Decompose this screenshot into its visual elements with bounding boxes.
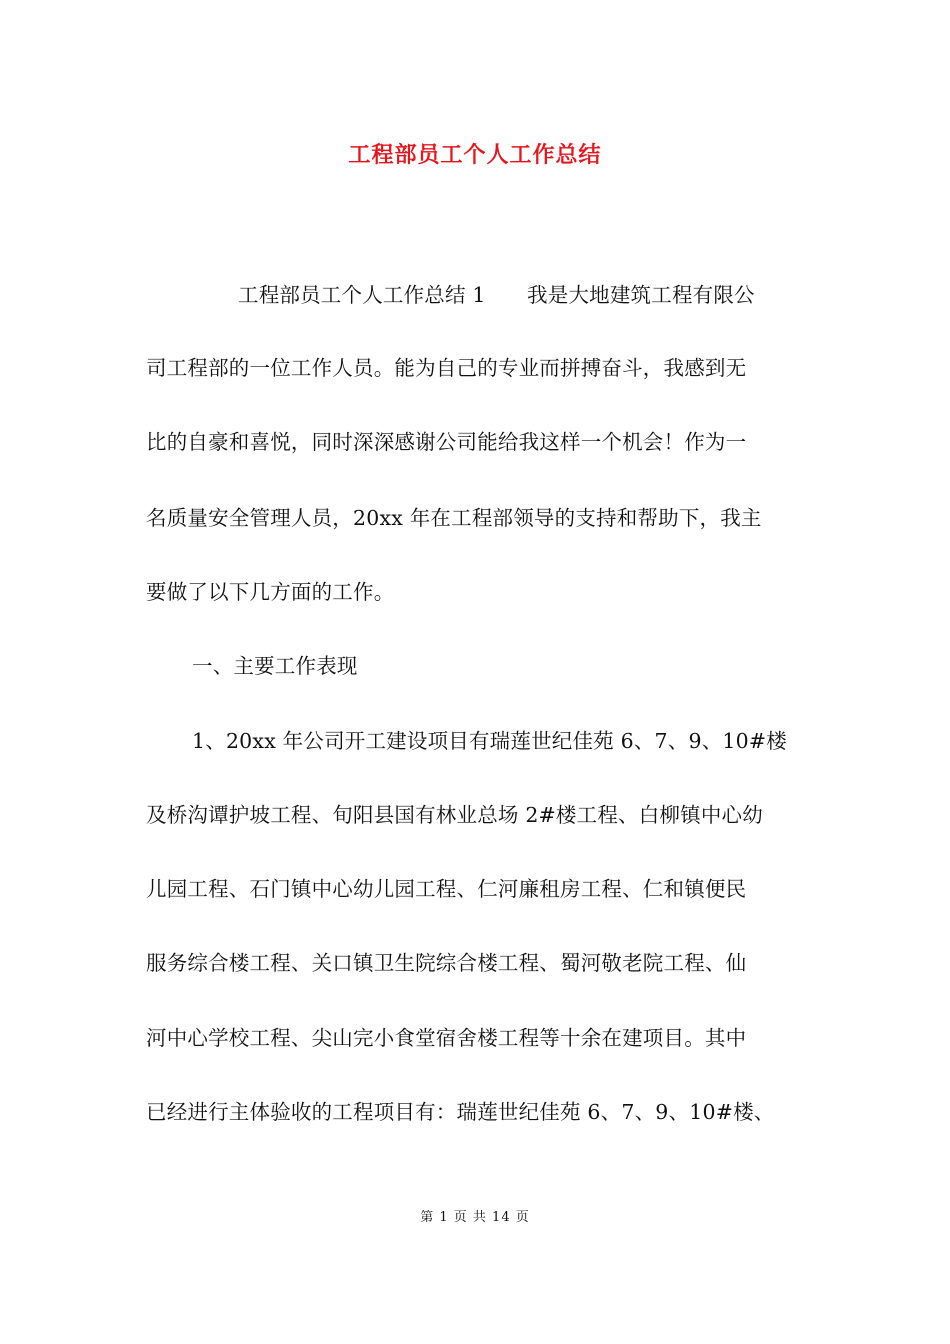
body-line-11: 河中心学校工程、尖山完小食堂宿舍楼工程等十余在建项目。其中 — [146, 1026, 747, 1050]
section-heading: 一、主要工作表现 — [192, 654, 358, 678]
body-line-5: 要做了以下几方面的工作。 — [146, 580, 395, 604]
body-line-7: 1、20xx 年公司开工建设项目有瑞莲世纪佳苑 6、7、9、10#楼 — [192, 729, 787, 753]
body-line-3: 比的自豪和喜悦，同时深深感谢公司能给我这样一个机会！作为一 — [146, 430, 747, 454]
body-line-10: 服务综合楼工程、关口镇卫生院综合楼工程、蜀河敬老院工程、仙 — [146, 951, 747, 975]
body-line-2: 司工程部的一位工作人员。能为自己的专业而拼搏奋斗，我感到无 — [146, 356, 747, 380]
document-title: 工程部员工个人工作总结 — [348, 142, 602, 168]
body-line-9: 儿园工程、石门镇中心幼儿园工程、仁河廉租房工程、仁和镇便民 — [146, 877, 747, 901]
body-line-12: 已经进行主体验收的工程项目有：瑞莲世纪佳苑 6、7、9、10#楼、 — [146, 1100, 775, 1124]
body-line-8: 及桥沟谭护坡工程、旬阳县国有林业总场 2#楼工程、白柳镇中心幼 — [146, 803, 763, 827]
body-line-1: 工程部员工个人工作总结 1 我是大地建筑工程有限公 — [238, 283, 755, 307]
page-footer: 第 1 页 共 14 页 — [420, 1210, 530, 1225]
body-line-4: 名质量安全管理人员，20xx 年在工程部领导的支持和帮助下，我主 — [146, 506, 762, 530]
